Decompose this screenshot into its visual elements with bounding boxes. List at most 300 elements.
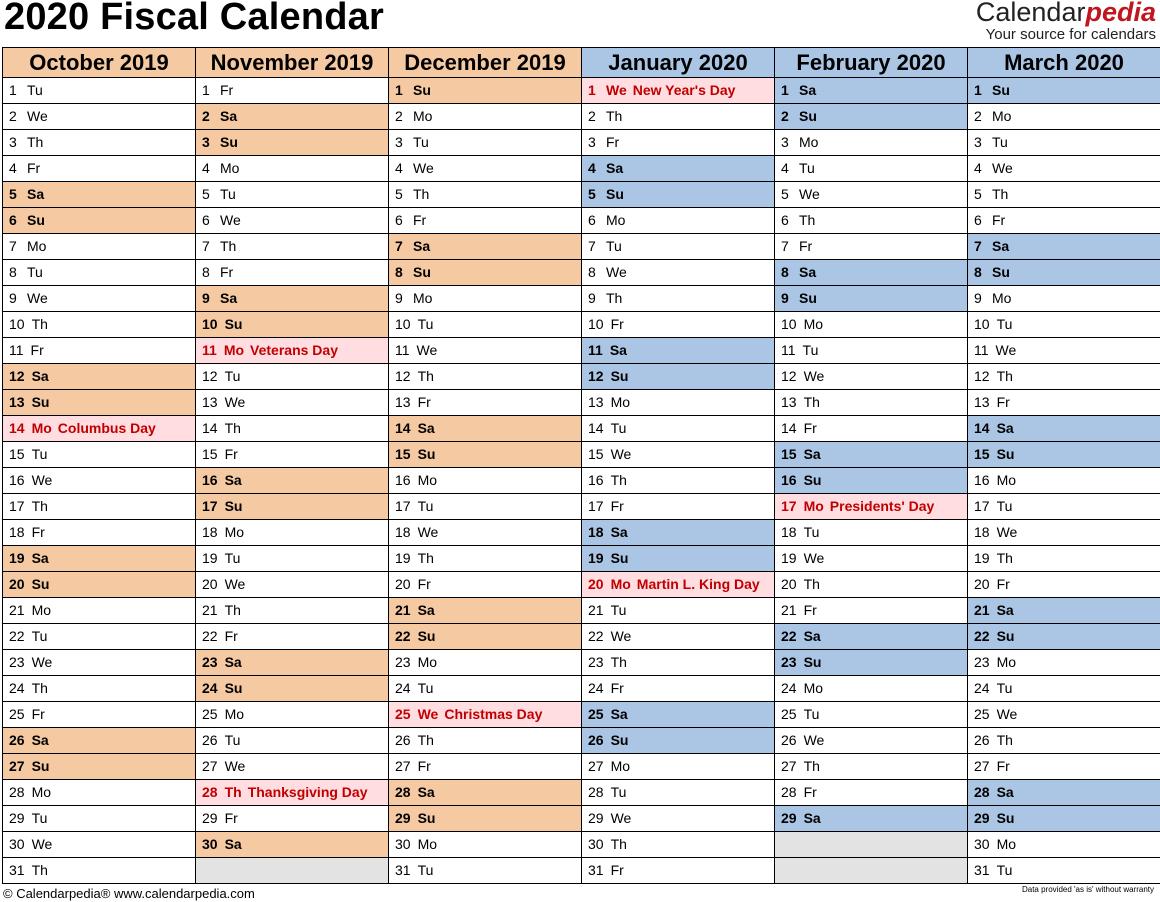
weekday-label: Mo [223,342,245,358]
day-cell [3,390,195,416]
day-cell [582,546,774,572]
weekday-label: Su [417,810,436,826]
weekday-label: Th [417,368,434,384]
day-number: 8 [781,264,789,280]
day-number: 9 [9,290,17,306]
day-cell [968,702,1160,728]
day-cell [3,468,195,494]
month-header: November 2019 [196,48,388,78]
day-cell [3,364,195,390]
day-number: 29 [395,810,411,826]
holiday-cell [196,338,388,364]
day-number: 22 [395,628,411,644]
day-number: 2 [202,108,210,124]
day-cell [3,338,195,364]
day-number: 21 [974,602,990,618]
day-cell [3,702,195,728]
day-number: 25 [974,706,990,722]
day-number: 12 [395,368,411,384]
day-number: 26 [974,732,990,748]
day-number: 13 [395,394,411,410]
day-cell [968,156,1160,182]
weekday-label: Mo [992,108,1012,124]
day-number: 18 [781,524,797,540]
day-number: 7 [202,238,210,254]
weekday-label: Mo [27,238,47,254]
day-number: 8 [202,264,210,280]
month-column [389,48,582,884]
day-number: 2 [9,108,17,124]
day-cell [968,260,1160,286]
day-number: 15 [9,446,25,462]
weekday-label: Mo [224,706,245,722]
day-cell [196,832,388,858]
day-number: 28 [395,784,411,800]
day-cell [389,104,581,130]
weekday-label: We [610,810,632,826]
weekday-label: We [417,524,439,540]
day-number: 27 [974,758,990,774]
holiday-cell [389,702,581,728]
day-cell [3,286,195,312]
day-number: 5 [974,186,982,202]
weekday-label: Mo [803,316,824,332]
day-cell [389,234,581,260]
weekday-label: Th [996,732,1013,748]
day-cell [775,78,967,104]
day-number: 6 [781,212,789,228]
day-number: 30 [202,836,218,852]
day-number: 20 [395,576,411,592]
day-cell [389,728,581,754]
day-number: 11 [9,342,24,358]
day-cell [582,130,774,156]
day-number: 10 [588,316,604,332]
day-number: 27 [588,758,604,774]
day-number: 15 [202,446,218,462]
weekday-label: Su [224,680,243,696]
day-number: 9 [588,290,596,306]
day-number: 3 [202,134,210,150]
weekday-label: Sa [417,784,435,800]
weekday-label: Su [992,82,1010,98]
day-cell [3,780,195,806]
weekday-label: Fr [606,134,620,150]
day-number: 11 [202,342,217,358]
calendar-grid [2,47,1160,884]
day-cell [968,676,1160,702]
weekday-label: Su [224,498,243,514]
day-number: 20 [588,576,604,592]
day-cell [968,78,1160,104]
day-cell [775,208,967,234]
day-cell [389,208,581,234]
weekday-label: Tu [31,810,48,826]
day-cell [968,442,1160,468]
weekday-label: We [606,82,627,98]
day-cell [582,676,774,702]
day-cell [196,156,388,182]
day-number: 4 [9,160,17,176]
weekday-label: Mo [996,654,1017,670]
day-cell [389,806,581,832]
day-cell [196,286,388,312]
day-number: 26 [9,732,25,748]
weekday-label: Sa [996,602,1014,618]
weekday-label: Fr [610,862,624,878]
day-number: 14 [202,420,218,436]
weekday-label: Fr [610,498,624,514]
weekday-label: Tu [610,602,627,618]
weekday-label: Sa [803,810,821,826]
weekday-label: Sa [803,628,821,644]
day-number: 29 [588,810,604,826]
day-number: 8 [974,264,982,280]
day-number: 20 [781,576,797,592]
day-number: 30 [588,836,604,852]
weekday-label: We [27,290,48,306]
day-cell [775,806,967,832]
day-cell [196,546,388,572]
day-number: 23 [202,654,218,670]
day-number: 26 [202,732,218,748]
weekday-label: Su [413,82,431,98]
day-number: 6 [974,212,982,228]
weekday-label: Su [413,264,431,280]
weekday-label: We [416,342,438,358]
month-column [3,48,196,884]
day-number: 1 [588,82,596,98]
day-number: 3 [781,134,789,150]
weekday-label: Tu [996,498,1013,514]
day-number: 9 [781,290,789,306]
weekday-label: Fr [417,394,431,410]
weekday-label: Mo [31,602,52,618]
day-cell [389,468,581,494]
holiday-name: Veterans Day [250,342,338,358]
weekday-label: Th [996,550,1013,566]
weekday-label: Mo [417,654,438,670]
day-number: 29 [974,810,990,826]
weekday-label: Mo [610,394,631,410]
day-cell [775,234,967,260]
weekday-label: We [803,550,825,566]
day-number: 1 [781,82,789,98]
day-cell [196,78,388,104]
day-cell [3,208,195,234]
month-column [196,48,389,884]
weekday-label: Tu [417,316,434,332]
weekday-label: Fr [799,238,813,254]
weekday-label: Th [606,290,623,306]
weekday-label: Mo [224,524,245,540]
day-cell [968,312,1160,338]
day-cell [3,234,195,260]
day-cell [582,260,774,286]
day-cell [389,754,581,780]
weekday-label: Tu [224,368,241,384]
day-cell [196,520,388,546]
weekday-label: Fr [413,212,427,228]
weekday-label: Th [31,498,48,514]
weekday-label: We [31,836,53,852]
holiday-name: Columbus Day [57,420,156,436]
weekday-label: Sa [31,732,49,748]
day-number: 1 [202,82,210,98]
weekday-label: We [224,758,246,774]
weekday-label: Fr [803,784,817,800]
weekday-label: Mo [31,784,52,800]
weekday-label: Sa [27,186,45,202]
weekday-label: We [27,108,48,124]
day-cell [582,754,774,780]
day-cell [389,572,581,598]
weekday-label: Fr [803,602,817,618]
day-cell [582,182,774,208]
day-cell [968,754,1160,780]
day-cell [389,650,581,676]
day-number: 28 [202,784,218,800]
weekday-label: We [220,212,241,228]
weekday-label: We [610,446,632,462]
weekday-label: Sa [31,550,49,566]
weekday-label: We [996,524,1018,540]
day-cell [196,728,388,754]
day-number: 23 [588,654,604,670]
day-number: 17 [974,498,990,514]
day-number: 13 [202,394,218,410]
day-number: 19 [395,550,411,566]
day-number: 15 [588,446,604,462]
day-cell [196,364,388,390]
day-number: 4 [781,160,789,176]
day-cell [582,390,774,416]
day-number: 12 [781,368,797,384]
day-cell [582,234,774,260]
day-cell [389,598,581,624]
weekday-label: Mo [606,212,626,228]
day-cell [582,364,774,390]
day-number: 15 [974,446,990,462]
weekday-label: Tu [802,342,819,358]
page-title: 2020 Fiscal Calendar [4,0,384,38]
day-number: 14 [9,420,25,436]
weekday-label: Sa [224,472,242,488]
weekday-label: Su [31,758,50,774]
day-cell [775,390,967,416]
weekday-label: Sa [610,524,628,540]
holiday-name: Martin L. King Day [636,576,760,592]
day-cell [389,858,581,884]
weekday-label: Su [996,446,1015,462]
day-number: 30 [9,836,25,852]
weekday-label: Sa [992,238,1010,254]
day-cell [582,520,774,546]
day-cell [3,78,195,104]
day-number: 19 [974,550,990,566]
day-number: 11 [588,342,603,358]
weekday-label: Mo [417,836,438,852]
weekday-label: Tu [606,238,622,254]
holiday-name: Presidents' Day [829,498,935,514]
weekday-label: Su [803,654,822,670]
day-number: 5 [781,186,789,202]
day-cell [389,130,581,156]
day-cell [196,702,388,728]
holiday-cell [582,78,774,104]
day-number: 22 [9,628,25,644]
weekday-label: Sa [799,264,817,280]
day-number: 3 [588,134,596,150]
weekday-label: Th [610,472,627,488]
day-cell [196,390,388,416]
day-number: 12 [9,368,25,384]
day-number: 12 [588,368,604,384]
day-cell [775,676,967,702]
day-number: 13 [9,394,25,410]
day-cell [775,104,967,130]
day-number: 6 [9,212,17,228]
day-cell [582,650,774,676]
day-number: 26 [588,732,604,748]
day-cell [196,676,388,702]
day-cell [389,260,581,286]
day-cell [968,208,1160,234]
weekday-label: Th [27,134,44,150]
weekday-label: Sa [996,420,1014,436]
weekday-label: We [417,706,439,722]
footer-disclaimer: Data provided 'as is' without warranty [1021,885,1154,894]
weekday-label: Mo [413,108,433,124]
brand-logo-part1: Calendar [975,0,1086,27]
day-cell [3,624,195,650]
day-cell [968,286,1160,312]
weekday-label: Tu [220,186,236,202]
day-cell [775,338,967,364]
day-cell [582,832,774,858]
day-cell [775,520,967,546]
day-number: 19 [588,550,604,566]
day-cell [968,416,1160,442]
day-cell [196,312,388,338]
day-cell [196,234,388,260]
weekday-label: Fr [224,446,238,462]
weekday-label: Su [417,446,436,462]
day-cell [3,754,195,780]
day-number: 1 [9,82,17,98]
day-cell [196,624,388,650]
weekday-label: Tu [27,264,43,280]
day-cell [196,208,388,234]
day-cell [582,806,774,832]
day-number: 13 [781,394,797,410]
day-number: 23 [9,654,25,670]
day-cell [196,416,388,442]
weekday-label: Fr [224,628,238,644]
day-number: 30 [395,836,411,852]
month-header: December 2019 [389,48,581,78]
day-cell [389,780,581,806]
day-number: 4 [202,160,210,176]
day-number: 21 [395,602,411,618]
holiday-name: New Year's Day [632,82,736,98]
day-number: 29 [9,810,25,826]
weekday-label: Th [224,784,242,800]
weekday-label: Tu [417,680,434,696]
day-number: 5 [395,186,403,202]
day-cell [582,494,774,520]
weekday-label: Sa [417,602,435,618]
day-number: 8 [395,264,403,280]
day-cell [968,832,1160,858]
day-number: 20 [974,576,990,592]
day-number: 26 [781,732,797,748]
weekday-label: Tu [996,680,1013,696]
day-cell [196,598,388,624]
weekday-label: Fr [31,706,45,722]
day-cell [968,520,1160,546]
weekday-label: Sa [224,836,242,852]
day-number: 2 [588,108,596,124]
day-cell [968,598,1160,624]
weekday-label: Su [996,628,1015,644]
weekday-label: Th [803,576,820,592]
weekday-label: We [799,186,820,202]
day-cell [582,702,774,728]
day-number: 25 [395,706,411,722]
day-cell [582,624,774,650]
weekday-label: Tu [224,732,241,748]
weekday-label: We [803,368,825,384]
weekday-label: Tu [610,784,627,800]
weekday-label: Sa [609,342,627,358]
day-number: 31 [395,862,411,878]
day-cell [582,286,774,312]
day-number: 28 [588,784,604,800]
weekday-label: Sa [606,160,624,176]
footer-copyright: © Calendarpedia® www.calendarpedia.com [3,886,255,901]
day-number: 3 [974,134,982,150]
day-cell [196,572,388,598]
day-number: 2 [974,108,982,124]
weekday-label: Tu [31,446,48,462]
day-number: 7 [781,238,789,254]
day-number: 16 [974,472,990,488]
weekday-label: We [995,342,1017,358]
day-cell [389,832,581,858]
day-number: 6 [588,212,596,228]
day-number: 24 [202,680,218,696]
day-number: 27 [202,758,218,774]
day-number: 11 [974,342,989,358]
day-cell [968,546,1160,572]
weekday-label: Tu [31,628,48,644]
day-cell [389,364,581,390]
weekday-label: Tu [996,316,1013,332]
weekday-label: Th [799,212,816,228]
day-number: 31 [9,862,25,878]
weekday-label: Su [417,628,436,644]
day-number: 18 [395,524,411,540]
day-number: 4 [588,160,596,176]
day-cell [196,806,388,832]
day-cell [3,676,195,702]
day-cell [775,572,967,598]
day-cell [389,416,581,442]
weekday-label: Tu [417,498,434,514]
day-cell [582,156,774,182]
weekday-label: Mo [992,290,1012,306]
